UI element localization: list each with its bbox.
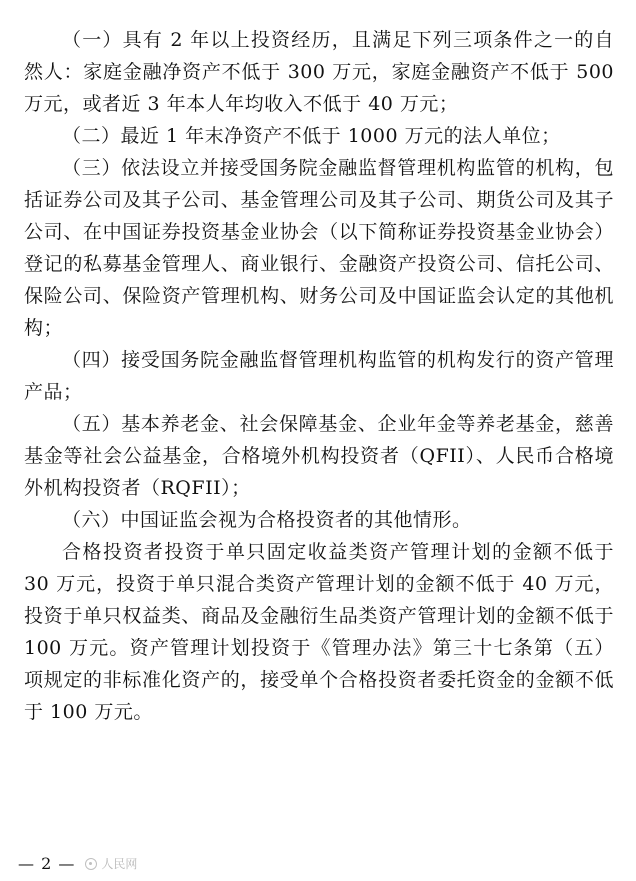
document-paragraph-condition-6: （六）中国证监会视为合格投资者的其他情形。 [62, 509, 472, 531]
document-paragraph-condition-2: （二）最近 1 年末净资产不低于 1000 万元的法人单位； [62, 125, 561, 147]
document-paragraph-condition-1: （一）具有 2 年以上投资经历，且满足下列三项条件之一的自然人：家庭金融净资产不低于 300 万元，家庭金融资产不低于 500 万元，或者近 3 年本人年均收入不低于 40 万元； [24, 29, 614, 115]
document-paragraph-condition-3: （三）依法设立并接受国务院金融监督管理机构监管的机构，包括证券公司及其子公司、基金管理公司及其子公司、期货公司及其子公司、在中国证券投资基金业协会（以下简称证券投资基金业协会）登记的私募基金管理人、商业银行、金融资产投资公司、信托公司、保险公司、保险资产管理机构、财务公司及中国证监会认定的其他机构； [24, 157, 614, 339]
document-paragraph-condition-4: （四）接受国务院金融监督管理机构监管的机构发行的资产管理产品； [24, 349, 614, 403]
document-body [24, 24, 614, 728]
document-paragraph-condition-5: （五）基本养老金、社会保障基金、企业年金等养老基金，慈善基金等社会公益基金，合格境外机构投资者（QFII）、人民币合格境外机构投资者（RQFII）； [24, 413, 614, 499]
page-number: — 2 — [18, 854, 76, 873]
watermark-logo-icon [85, 858, 97, 870]
document-paragraph-investment-thresholds: 合格投资者投资于单只固定收益类资产管理计划的金额不低于 30 万元，投资于单只混合类资产管理计划的金额不低于 40 万元，投资于单只权益类、商品及金融衍生品类资产管理计划的金额不低于 100 万元。资产管理计划投资于《管理办法》第三十七条第（五）项规定的非标准化资产的，接受单个合格投资者委托资金的金额不低于 100 万元。 [24, 541, 614, 723]
watermark-text: 人民网 [101, 857, 138, 871]
page-footer [18, 854, 137, 873]
watermark [85, 855, 137, 872]
